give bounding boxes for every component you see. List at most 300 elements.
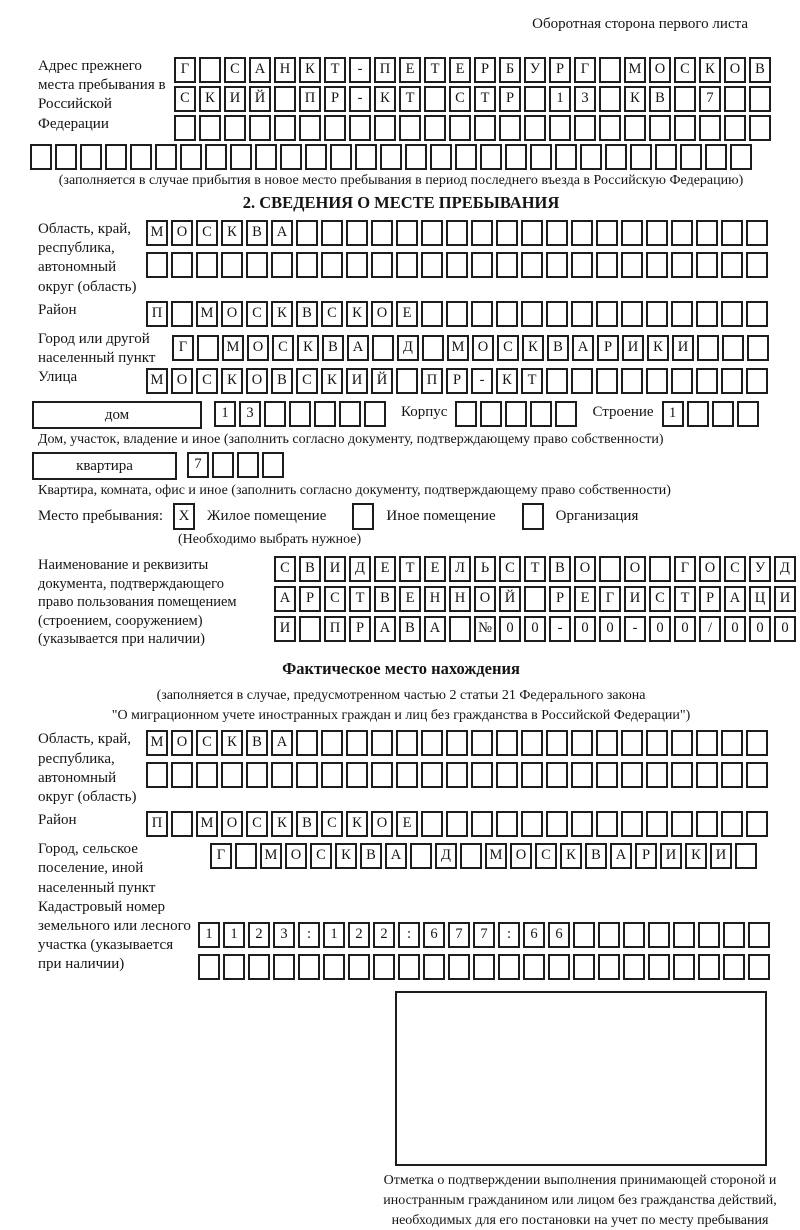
char-cell[interactable]: [446, 252, 468, 278]
char-cell[interactable]: [546, 368, 568, 394]
char-cell[interactable]: С: [674, 57, 696, 83]
char-cell[interactable]: А: [374, 616, 396, 642]
char-cell[interactable]: У: [524, 57, 546, 83]
char-cell[interactable]: 2: [248, 922, 270, 948]
char-cell[interactable]: С: [296, 368, 318, 394]
char-cell[interactable]: С: [274, 556, 296, 582]
char-cell[interactable]: [571, 811, 593, 837]
char-cell[interactable]: [505, 144, 527, 170]
char-cell[interactable]: [724, 115, 746, 141]
char-cell[interactable]: [30, 144, 52, 170]
char-cell[interactable]: [380, 144, 402, 170]
char-cell[interactable]: С: [724, 556, 746, 582]
char-cell[interactable]: [373, 954, 395, 980]
char-cell[interactable]: [646, 762, 668, 788]
char-cell[interactable]: [521, 811, 543, 837]
char-cell[interactable]: Д: [397, 335, 419, 361]
char-cell[interactable]: [348, 954, 370, 980]
char-cell[interactable]: К: [221, 368, 243, 394]
char-cell[interactable]: Р: [446, 368, 468, 394]
char-cell[interactable]: [155, 144, 177, 170]
char-cell[interactable]: [730, 144, 752, 170]
char-cell[interactable]: [698, 954, 720, 980]
char-cell[interactable]: [673, 922, 695, 948]
char-cell[interactable]: [521, 762, 543, 788]
char-cell[interactable]: О: [474, 586, 496, 612]
char-cell[interactable]: Т: [521, 368, 543, 394]
char-cell[interactable]: Т: [324, 57, 346, 83]
char-cell[interactable]: :: [298, 922, 320, 948]
char-cell[interactable]: [449, 616, 471, 642]
char-cell[interactable]: И: [660, 843, 682, 869]
char-cell[interactable]: [455, 144, 477, 170]
char-cell[interactable]: К: [346, 301, 368, 327]
char-cell[interactable]: Т: [349, 586, 371, 612]
char-cell[interactable]: [646, 252, 668, 278]
char-cell[interactable]: О: [247, 335, 269, 361]
char-cell[interactable]: [410, 843, 432, 869]
char-cell[interactable]: В: [549, 556, 571, 582]
char-cell[interactable]: 0: [674, 616, 696, 642]
char-cell[interactable]: В: [547, 335, 569, 361]
char-cell[interactable]: [371, 220, 393, 246]
char-cell[interactable]: 2: [373, 922, 395, 948]
char-cell[interactable]: В: [271, 368, 293, 394]
char-cell[interactable]: [524, 586, 546, 612]
char-cell[interactable]: [623, 954, 645, 980]
char-cell[interactable]: [599, 57, 621, 83]
char-cell[interactable]: [496, 811, 518, 837]
char-cell[interactable]: [598, 954, 620, 980]
char-cell[interactable]: [237, 452, 259, 478]
char-cell[interactable]: [746, 301, 768, 327]
char-cell[interactable]: [171, 762, 193, 788]
char-cell[interactable]: К: [647, 335, 669, 361]
char-cell[interactable]: Н: [449, 586, 471, 612]
char-cell[interactable]: :: [498, 922, 520, 948]
char-cell[interactable]: О: [574, 556, 596, 582]
char-cell[interactable]: Т: [399, 86, 421, 112]
char-cell[interactable]: А: [724, 586, 746, 612]
char-cell[interactable]: [621, 220, 643, 246]
char-cell[interactable]: Г: [599, 586, 621, 612]
char-cell[interactable]: Т: [474, 86, 496, 112]
char-cell[interactable]: [580, 144, 602, 170]
char-cell[interactable]: С: [246, 811, 268, 837]
char-cell[interactable]: [146, 762, 168, 788]
char-cell[interactable]: 0: [724, 616, 746, 642]
char-cell[interactable]: Е: [574, 586, 596, 612]
char-cell[interactable]: [698, 922, 720, 948]
char-cell[interactable]: -: [549, 616, 571, 642]
char-cell[interactable]: Д: [435, 843, 457, 869]
char-cell[interactable]: [364, 401, 386, 427]
char-cell[interactable]: М: [222, 335, 244, 361]
char-cell[interactable]: К: [221, 220, 243, 246]
char-cell[interactable]: [396, 220, 418, 246]
char-cell[interactable]: -: [349, 86, 371, 112]
char-cell[interactable]: [696, 301, 718, 327]
char-cell[interactable]: М: [196, 811, 218, 837]
char-cell[interactable]: Р: [349, 616, 371, 642]
char-cell[interactable]: [605, 144, 627, 170]
char-cell[interactable]: Й: [499, 586, 521, 612]
char-cell[interactable]: [80, 144, 102, 170]
char-cell[interactable]: 0: [524, 616, 546, 642]
char-cell[interactable]: С: [224, 57, 246, 83]
char-cell[interactable]: С: [649, 586, 671, 612]
char-cell[interactable]: [671, 811, 693, 837]
char-cell[interactable]: И: [710, 843, 732, 869]
char-cell[interactable]: А: [249, 57, 271, 83]
char-cell[interactable]: [671, 762, 693, 788]
char-cell[interactable]: К: [221, 730, 243, 756]
char-cell[interactable]: Е: [374, 556, 396, 582]
char-cell[interactable]: С: [324, 586, 346, 612]
char-cell[interactable]: [174, 115, 196, 141]
char-cell[interactable]: [246, 252, 268, 278]
char-cell[interactable]: [405, 144, 427, 170]
char-cell[interactable]: 7: [187, 452, 209, 478]
char-cell[interactable]: Е: [396, 811, 418, 837]
char-cell[interactable]: [471, 252, 493, 278]
char-cell[interactable]: А: [271, 220, 293, 246]
char-cell[interactable]: С: [174, 86, 196, 112]
char-cell[interactable]: С: [246, 301, 268, 327]
char-cell[interactable]: 0: [749, 616, 771, 642]
char-cell[interactable]: [399, 115, 421, 141]
char-cell[interactable]: К: [199, 86, 221, 112]
char-cell[interactable]: [596, 252, 618, 278]
char-cell[interactable]: [372, 335, 394, 361]
char-cell[interactable]: [421, 762, 443, 788]
char-cell[interactable]: [196, 252, 218, 278]
char-cell[interactable]: 1: [662, 401, 684, 427]
char-cell[interactable]: О: [649, 57, 671, 83]
char-cell[interactable]: М: [196, 301, 218, 327]
char-cell[interactable]: [599, 115, 621, 141]
char-cell[interactable]: [746, 252, 768, 278]
char-cell[interactable]: [546, 762, 568, 788]
char-cell[interactable]: -: [349, 57, 371, 83]
char-cell[interactable]: [446, 730, 468, 756]
char-cell[interactable]: П: [374, 57, 396, 83]
char-cell[interactable]: [271, 762, 293, 788]
char-cell[interactable]: [621, 368, 643, 394]
char-cell[interactable]: С: [196, 220, 218, 246]
char-cell[interactable]: [299, 616, 321, 642]
char-cell[interactable]: Р: [635, 843, 657, 869]
char-cell[interactable]: [171, 252, 193, 278]
char-cell[interactable]: [446, 220, 468, 246]
char-cell[interactable]: К: [271, 301, 293, 327]
char-cell[interactable]: [298, 954, 320, 980]
char-cell[interactable]: [746, 762, 768, 788]
char-cell[interactable]: [621, 301, 643, 327]
char-cell[interactable]: 3: [239, 401, 261, 427]
char-cell[interactable]: [671, 730, 693, 756]
char-cell[interactable]: [496, 301, 518, 327]
char-cell[interactable]: [262, 452, 284, 478]
char-cell[interactable]: [621, 811, 643, 837]
char-cell[interactable]: М: [485, 843, 507, 869]
char-cell[interactable]: [499, 115, 521, 141]
char-cell[interactable]: Д: [774, 556, 796, 582]
char-cell[interactable]: О: [246, 368, 268, 394]
char-cell[interactable]: 0: [649, 616, 671, 642]
char-cell[interactable]: [423, 954, 445, 980]
char-cell[interactable]: [674, 86, 696, 112]
char-cell[interactable]: [571, 368, 593, 394]
char-cell[interactable]: [674, 115, 696, 141]
char-cell[interactable]: [471, 220, 493, 246]
char-cell[interactable]: П: [421, 368, 443, 394]
char-cell[interactable]: [646, 220, 668, 246]
char-cell[interactable]: [264, 401, 286, 427]
char-cell[interactable]: [371, 762, 393, 788]
char-cell[interactable]: С: [272, 335, 294, 361]
char-cell[interactable]: Е: [399, 57, 421, 83]
char-cell[interactable]: А: [347, 335, 369, 361]
char-cell[interactable]: И: [324, 556, 346, 582]
char-cell[interactable]: В: [322, 335, 344, 361]
char-cell[interactable]: К: [299, 57, 321, 83]
char-cell[interactable]: 6: [523, 922, 545, 948]
char-cell[interactable]: [673, 954, 695, 980]
char-cell[interactable]: 3: [273, 922, 295, 948]
char-cell[interactable]: [314, 401, 336, 427]
char-cell[interactable]: С: [535, 843, 557, 869]
char-cell[interactable]: [422, 335, 444, 361]
char-cell[interactable]: [473, 954, 495, 980]
char-cell[interactable]: [649, 115, 671, 141]
char-cell[interactable]: 7: [473, 922, 495, 948]
char-cell[interactable]: [480, 144, 502, 170]
char-cell[interactable]: [746, 811, 768, 837]
organization-checkbox[interactable]: [522, 503, 544, 530]
char-cell[interactable]: Р: [324, 86, 346, 112]
char-cell[interactable]: [299, 115, 321, 141]
char-cell[interactable]: П: [324, 616, 346, 642]
char-cell[interactable]: Е: [424, 556, 446, 582]
char-cell[interactable]: [321, 730, 343, 756]
char-cell[interactable]: [55, 144, 77, 170]
char-cell[interactable]: [687, 401, 709, 427]
char-cell[interactable]: [723, 922, 745, 948]
char-cell[interactable]: [421, 301, 443, 327]
char-cell[interactable]: [339, 401, 361, 427]
char-cell[interactable]: [274, 115, 296, 141]
char-cell[interactable]: [723, 954, 745, 980]
char-cell[interactable]: Т: [524, 556, 546, 582]
char-cell[interactable]: О: [171, 220, 193, 246]
char-cell[interactable]: [599, 556, 621, 582]
char-cell[interactable]: [396, 252, 418, 278]
char-cell[interactable]: [649, 556, 671, 582]
char-cell[interactable]: Р: [299, 586, 321, 612]
char-cell[interactable]: [721, 730, 743, 756]
char-cell[interactable]: [521, 301, 543, 327]
char-cell[interactable]: [749, 115, 771, 141]
char-cell[interactable]: [199, 57, 221, 83]
char-cell[interactable]: В: [299, 556, 321, 582]
char-cell[interactable]: [748, 954, 770, 980]
char-cell[interactable]: [296, 252, 318, 278]
char-cell[interactable]: [671, 220, 693, 246]
char-cell[interactable]: [598, 922, 620, 948]
char-cell[interactable]: [305, 144, 327, 170]
char-cell[interactable]: В: [246, 220, 268, 246]
char-cell[interactable]: А: [274, 586, 296, 612]
char-cell[interactable]: [574, 115, 596, 141]
char-cell[interactable]: С: [196, 368, 218, 394]
char-cell[interactable]: [421, 252, 443, 278]
char-cell[interactable]: А: [385, 843, 407, 869]
apartment-type-box[interactable]: квартира: [32, 452, 177, 480]
char-cell[interactable]: [623, 922, 645, 948]
char-cell[interactable]: [721, 368, 743, 394]
char-cell[interactable]: Р: [597, 335, 619, 361]
char-cell[interactable]: [546, 811, 568, 837]
char-cell[interactable]: [571, 730, 593, 756]
char-cell[interactable]: [671, 301, 693, 327]
char-cell[interactable]: [471, 811, 493, 837]
char-cell[interactable]: 0: [599, 616, 621, 642]
char-cell[interactable]: О: [221, 811, 243, 837]
char-cell[interactable]: К: [374, 86, 396, 112]
char-cell[interactable]: К: [335, 843, 357, 869]
char-cell[interactable]: [596, 368, 618, 394]
char-cell[interactable]: [646, 811, 668, 837]
other-premises-checkbox[interactable]: [352, 503, 374, 530]
char-cell[interactable]: [421, 811, 443, 837]
char-cell[interactable]: Е: [449, 57, 471, 83]
char-cell[interactable]: [621, 762, 643, 788]
char-cell[interactable]: О: [510, 843, 532, 869]
char-cell[interactable]: С: [310, 843, 332, 869]
char-cell[interactable]: П: [146, 811, 168, 837]
char-cell[interactable]: Й: [249, 86, 271, 112]
char-cell[interactable]: С: [321, 301, 343, 327]
char-cell[interactable]: [521, 220, 543, 246]
char-cell[interactable]: К: [560, 843, 582, 869]
char-cell[interactable]: О: [724, 57, 746, 83]
char-cell[interactable]: [496, 252, 518, 278]
char-cell[interactable]: [330, 144, 352, 170]
char-cell[interactable]: С: [196, 730, 218, 756]
char-cell[interactable]: О: [371, 811, 393, 837]
char-cell[interactable]: [197, 335, 219, 361]
char-cell[interactable]: [255, 144, 277, 170]
char-cell[interactable]: Г: [210, 843, 232, 869]
char-cell[interactable]: [248, 954, 270, 980]
char-cell[interactable]: И: [774, 586, 796, 612]
char-cell[interactable]: Р: [549, 57, 571, 83]
char-cell[interactable]: [596, 811, 618, 837]
char-cell[interactable]: [471, 762, 493, 788]
char-cell[interactable]: [599, 86, 621, 112]
char-cell[interactable]: 0: [499, 616, 521, 642]
char-cell[interactable]: Й: [371, 368, 393, 394]
char-cell[interactable]: Н: [424, 586, 446, 612]
char-cell[interactable]: [705, 144, 727, 170]
char-cell[interactable]: [735, 843, 757, 869]
char-cell[interactable]: [274, 86, 296, 112]
char-cell[interactable]: [498, 954, 520, 980]
char-cell[interactable]: [321, 252, 343, 278]
char-cell[interactable]: [596, 301, 618, 327]
char-cell[interactable]: 0: [774, 616, 796, 642]
char-cell[interactable]: О: [221, 301, 243, 327]
char-cell[interactable]: И: [624, 586, 646, 612]
char-cell[interactable]: -: [471, 368, 493, 394]
char-cell[interactable]: [180, 144, 202, 170]
char-cell[interactable]: К: [271, 811, 293, 837]
char-cell[interactable]: 1: [214, 401, 236, 427]
char-cell[interactable]: Е: [396, 301, 418, 327]
char-cell[interactable]: [371, 252, 393, 278]
char-cell[interactable]: [321, 220, 343, 246]
char-cell[interactable]: [421, 220, 443, 246]
char-cell[interactable]: [596, 220, 618, 246]
char-cell[interactable]: [546, 252, 568, 278]
char-cell[interactable]: [296, 762, 318, 788]
char-cell[interactable]: 1: [549, 86, 571, 112]
char-cell[interactable]: Б: [499, 57, 521, 83]
char-cell[interactable]: [471, 301, 493, 327]
char-cell[interactable]: 6: [548, 922, 570, 948]
char-cell[interactable]: В: [246, 730, 268, 756]
char-cell[interactable]: И: [672, 335, 694, 361]
char-cell[interactable]: Р: [549, 586, 571, 612]
char-cell[interactable]: С: [497, 335, 519, 361]
char-cell[interactable]: [671, 252, 693, 278]
char-cell[interactable]: 7: [448, 922, 470, 948]
char-cell[interactable]: 3: [574, 86, 596, 112]
char-cell[interactable]: [171, 301, 193, 327]
char-cell[interactable]: П: [146, 301, 168, 327]
char-cell[interactable]: [524, 115, 546, 141]
char-cell[interactable]: [296, 220, 318, 246]
char-cell[interactable]: Т: [399, 556, 421, 582]
char-cell[interactable]: В: [749, 57, 771, 83]
char-cell[interactable]: [573, 922, 595, 948]
char-cell[interactable]: [530, 144, 552, 170]
char-cell[interactable]: [212, 452, 234, 478]
char-cell[interactable]: [721, 762, 743, 788]
char-cell[interactable]: 2: [348, 922, 370, 948]
char-cell[interactable]: И: [274, 616, 296, 642]
char-cell[interactable]: У: [749, 556, 771, 582]
char-cell[interactable]: [624, 115, 646, 141]
char-cell[interactable]: В: [649, 86, 671, 112]
char-cell[interactable]: Е: [399, 586, 421, 612]
char-cell[interactable]: [346, 252, 368, 278]
char-cell[interactable]: [696, 252, 718, 278]
char-cell[interactable]: [471, 730, 493, 756]
char-cell[interactable]: [680, 144, 702, 170]
char-cell[interactable]: [235, 843, 257, 869]
char-cell[interactable]: М: [146, 730, 168, 756]
char-cell[interactable]: М: [447, 335, 469, 361]
char-cell[interactable]: [105, 144, 127, 170]
char-cell[interactable]: М: [260, 843, 282, 869]
char-cell[interactable]: А: [424, 616, 446, 642]
char-cell[interactable]: [171, 811, 193, 837]
char-cell[interactable]: Ь: [474, 556, 496, 582]
char-cell[interactable]: [746, 368, 768, 394]
char-cell[interactable]: [446, 811, 468, 837]
